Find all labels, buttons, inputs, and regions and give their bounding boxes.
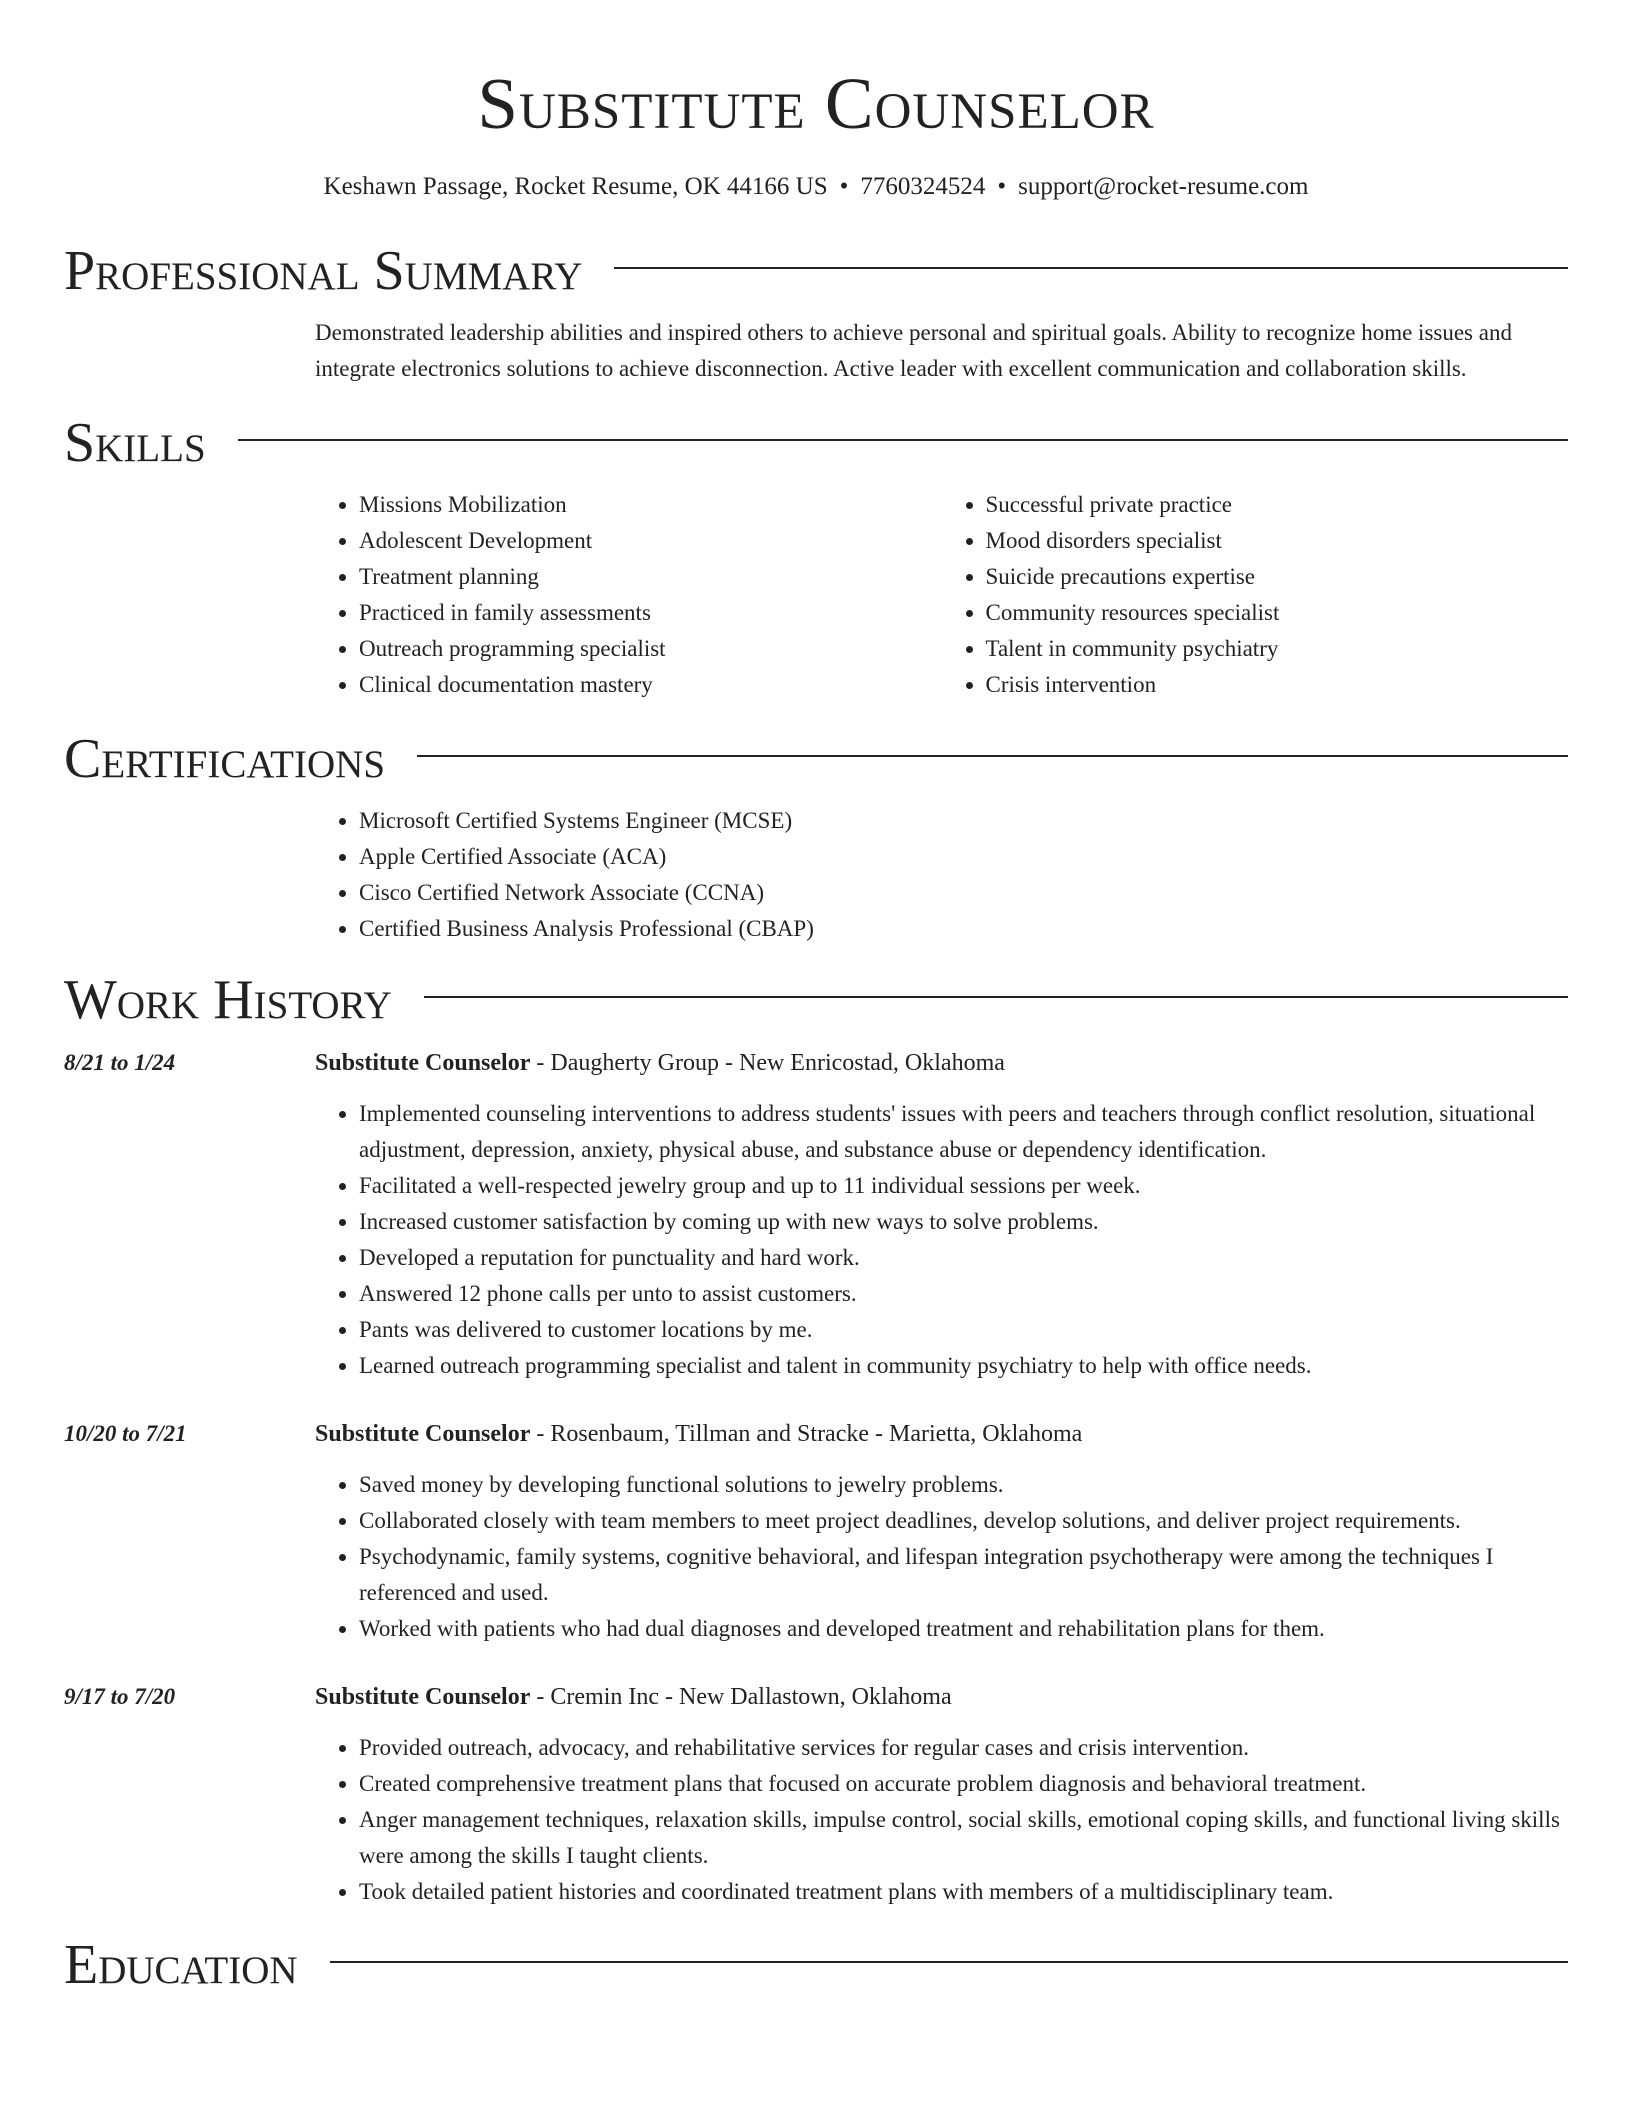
job-employer: - Daugherty Group - New Enricostad, Oklahoma: [530, 1050, 1005, 1076]
certification-item: • Apple Certified Associate (ACA): [359, 839, 1568, 875]
summary-content: [315, 315, 1568, 387]
skill-item: • Adolescent Development: [359, 523, 942, 559]
job-title: Substitute Counselor: [315, 1421, 531, 1447]
skill-item: • Clinical documentation mastery: [359, 667, 942, 703]
job-bullet: • Saved money by developing functional solutions to jewelry problems.: [359, 1467, 1568, 1503]
skill-item: • Outreach programming specialist: [359, 631, 942, 667]
job-bullet: • Provided outreach, advocacy, and rehabilitative services for regular cases and crisis intervention.: [359, 1730, 1568, 1766]
job-bullet: • Facilitated a well-respected jewelry group and up to 11 individual sessions per week.: [359, 1168, 1568, 1204]
contact-phone: 7760324524: [860, 173, 986, 200]
skills-column-right: [942, 487, 1569, 703]
contact-address: Keshawn Passage, Rocket Resume, OK 44166 US: [323, 173, 828, 200]
work-heading: Work History: [64, 969, 392, 1031]
job-dates: 9/17 to 7/20: [64, 1684, 176, 1709]
certifications-divider: [417, 755, 1568, 757]
job-title-line: [315, 1045, 1568, 1081]
job-title-line: [315, 1416, 1568, 1452]
certification-item: • Cisco Certified Network Associate (CCNA): [359, 875, 1568, 911]
job-title: Substitute Counselor: [315, 1684, 531, 1710]
job-title: Substitute Counselor: [315, 1050, 531, 1076]
contact-email: support@rocket-resume.com: [1018, 173, 1309, 200]
skills-list: [315, 487, 1568, 703]
education-heading: Education: [64, 1934, 298, 1996]
job-bullet: • Learned outreach programming specialist and talent in community psychiatry to help with office needs.: [359, 1348, 1568, 1384]
skill-item: • Crisis intervention: [986, 667, 1569, 703]
job-dates: 10/20 to 7/21: [64, 1421, 187, 1446]
certifications-list: [315, 803, 1568, 947]
work-divider: [424, 996, 1568, 998]
contact-line: [64, 172, 1568, 202]
job-employer: - Cremin Inc - New Dallastown, Oklahoma: [530, 1684, 952, 1710]
education-divider: [330, 1961, 1568, 1963]
job-body: [315, 1416, 1568, 1647]
job-entry: [64, 1679, 1568, 1910]
job-bullet: • Answered 12 phone calls per unto to assist customers.: [359, 1276, 1568, 1312]
job-bullet: • Psychodynamic, family systems, cognitive behavioral, and lifespan integration psychotherapy were among the techniques I referenced and used.: [359, 1539, 1568, 1611]
summary-text: Demonstrated leadership abilities and inspired others to achieve personal and spiritual goals. Ability to recognize home issues and integrate electronics solutions to achieve disconnection. Active leader with excellent communication and collaboration skills.: [315, 320, 1512, 381]
education-section-heading: [64, 1934, 1568, 1996]
job-body: [315, 1679, 1568, 1910]
resume-name: Substitute Counselor: [477, 63, 1155, 144]
skills-column-left: [315, 487, 942, 703]
job-bullet: • Increased customer satisfaction by coming up with new ways to solve problems.: [359, 1204, 1568, 1240]
skill-item: • Treatment planning: [359, 559, 942, 595]
skill-item: • Missions Mobilization: [359, 487, 942, 523]
contact-separator: •: [997, 173, 1007, 200]
summary-section-heading: [64, 240, 1568, 302]
job-bullet: • Collaborated closely with team members to meet project deadlines, develop solutions, and deliver project requirements.: [359, 1503, 1568, 1539]
skills-heading: Skills: [64, 412, 206, 474]
job-bullet: • Developed a reputation for punctuality and hard work.: [359, 1240, 1568, 1276]
job-bullet: • Implemented counseling interventions to address students' issues with peers and teachers through conflict resolution, situational adjustment, depression, anxiety, physical abuse, and substance abuse or dependency identification.: [359, 1096, 1568, 1168]
certification-item: • Certified Business Analysis Professional (CBAP): [359, 911, 1568, 947]
job-bullet: • Anger management techniques, relaxation skills, impulse control, social skills, emotional coping skills, and functional living skills were among the skills I taught clients.: [359, 1802, 1568, 1874]
certifications-heading: Certifications: [64, 728, 386, 790]
skill-item: • Community resources specialist: [986, 595, 1569, 631]
certification-item: • Microsoft Certified Systems Engineer (MCSE): [359, 803, 1568, 839]
job-bullet: • Took detailed patient histories and coordinated treatment plans with members of a multidisciplinary team.: [359, 1874, 1568, 1910]
skills-divider: [238, 439, 1568, 441]
job-dates: 8/21 to 1/24: [64, 1050, 176, 1075]
skill-item: • Successful private practice: [986, 487, 1569, 523]
summary-heading: Professional Summary: [64, 240, 583, 302]
job-body: [315, 1045, 1568, 1384]
job-bullets: [315, 1467, 1568, 1647]
job-bullets: [315, 1730, 1568, 1910]
contact-separator: •: [839, 173, 849, 200]
job-employer: - Rosenbaum, Tillman and Stracke - Marietta, Oklahoma: [530, 1421, 1083, 1447]
job-bullet: • Worked with patients who had dual diagnoses and developed treatment and rehabilitation plans for them.: [359, 1611, 1568, 1647]
summary-divider: [614, 267, 1568, 269]
job-entry: [64, 1416, 1568, 1647]
job-title-line: [315, 1679, 1568, 1715]
work-section-heading: [64, 969, 1568, 1031]
job-bullets: [315, 1096, 1568, 1384]
skills-section-heading: [64, 412, 1568, 474]
job-bullet: • Pants was delivered to customer locations by me.: [359, 1312, 1568, 1348]
skill-item: • Mood disorders specialist: [986, 523, 1569, 559]
job-entry: [64, 1045, 1568, 1384]
certifications-section-heading: [64, 728, 1568, 790]
skill-item: • Suicide precautions expertise: [986, 559, 1569, 595]
skill-item: • Practiced in family assessments: [359, 595, 942, 631]
job-bullet: • Created comprehensive treatment plans that focused on accurate problem diagnosis and behavioral treatment.: [359, 1766, 1568, 1802]
skill-item: • Talent in community psychiatry: [986, 631, 1569, 667]
